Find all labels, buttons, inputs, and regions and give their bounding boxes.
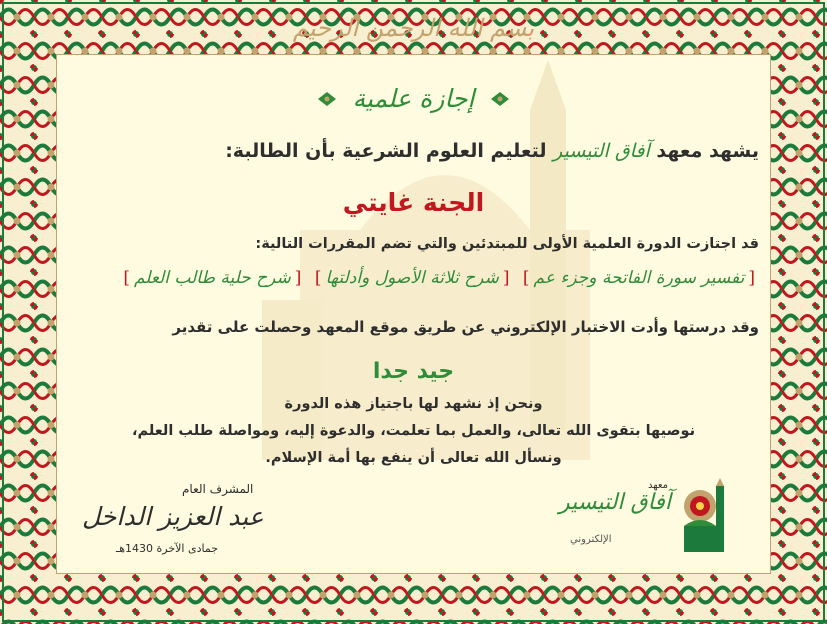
course-item: شرح ثلاثة الأصول وأدلتها <box>325 268 499 288</box>
bracket: [ <box>502 268 510 288</box>
bracket: ] <box>314 268 322 288</box>
closing-line: ونسأل الله تعالى أن ينفع بها أمة الإسلام. <box>265 450 562 466</box>
logo-name: آفاق التيسير <box>559 490 671 515</box>
grade: جيد جدا <box>372 359 455 384</box>
courses-list <box>119 268 759 288</box>
supervisor-title: المشرف العام <box>182 482 254 496</box>
bracket: [ <box>294 268 302 288</box>
certificate-title: إجازة علمية <box>352 84 475 113</box>
institute-logo <box>550 472 730 562</box>
intro-prefix: يشهد معهد <box>649 140 759 162</box>
student-name: الجنة غايتي <box>342 188 485 217</box>
course-item: شرح حلية طالب العلم <box>133 268 291 288</box>
supervisor-signature: عبد العزيز الداخل <box>82 502 264 531</box>
ornament-right-icon <box>489 91 511 107</box>
studied-line: وقد درستها وأدت الاختبار الإلكتروني عن طريق موقع المعهد وحصلت على تقدير <box>172 318 759 336</box>
basmala: بسم الله الرحمن الرحيم <box>292 14 535 42</box>
logo-subtitle: الإلكتروني <box>570 534 612 545</box>
passed-line: قد اجتازت الدورة العلمية الأولى للمبتدئين والتي تضم المقررات التالية: <box>255 236 759 252</box>
closing-line: ونحن إذ نشهد لها باجتياز هذه الدورة <box>284 396 543 412</box>
bracket: [ <box>748 268 755 288</box>
bracket: ] <box>123 268 130 288</box>
closing-line: نوصيها بتقوى الله تعالى، والعمل بما تعلمت، والدعوة إليه، ومواصلة طلب العلم، <box>131 423 696 439</box>
ornament-left-icon <box>316 91 338 107</box>
issue-date: جمادى الآخرة 1430هـ <box>116 542 219 555</box>
intro-suffix: لتعليم العلوم الشرعية بأن الطالبة: <box>225 140 554 162</box>
institute-name: آفاق التيسير <box>553 140 650 162</box>
logo-prefix: معهد <box>648 480 669 491</box>
mosque-emblem-icon <box>682 478 730 556</box>
certificate-content <box>62 0 765 624</box>
title-row <box>62 84 765 113</box>
intro-line <box>225 140 759 162</box>
course-item: تفسير سورة الفاتحة وجزء عم <box>533 268 745 288</box>
bracket: ] <box>522 268 530 288</box>
